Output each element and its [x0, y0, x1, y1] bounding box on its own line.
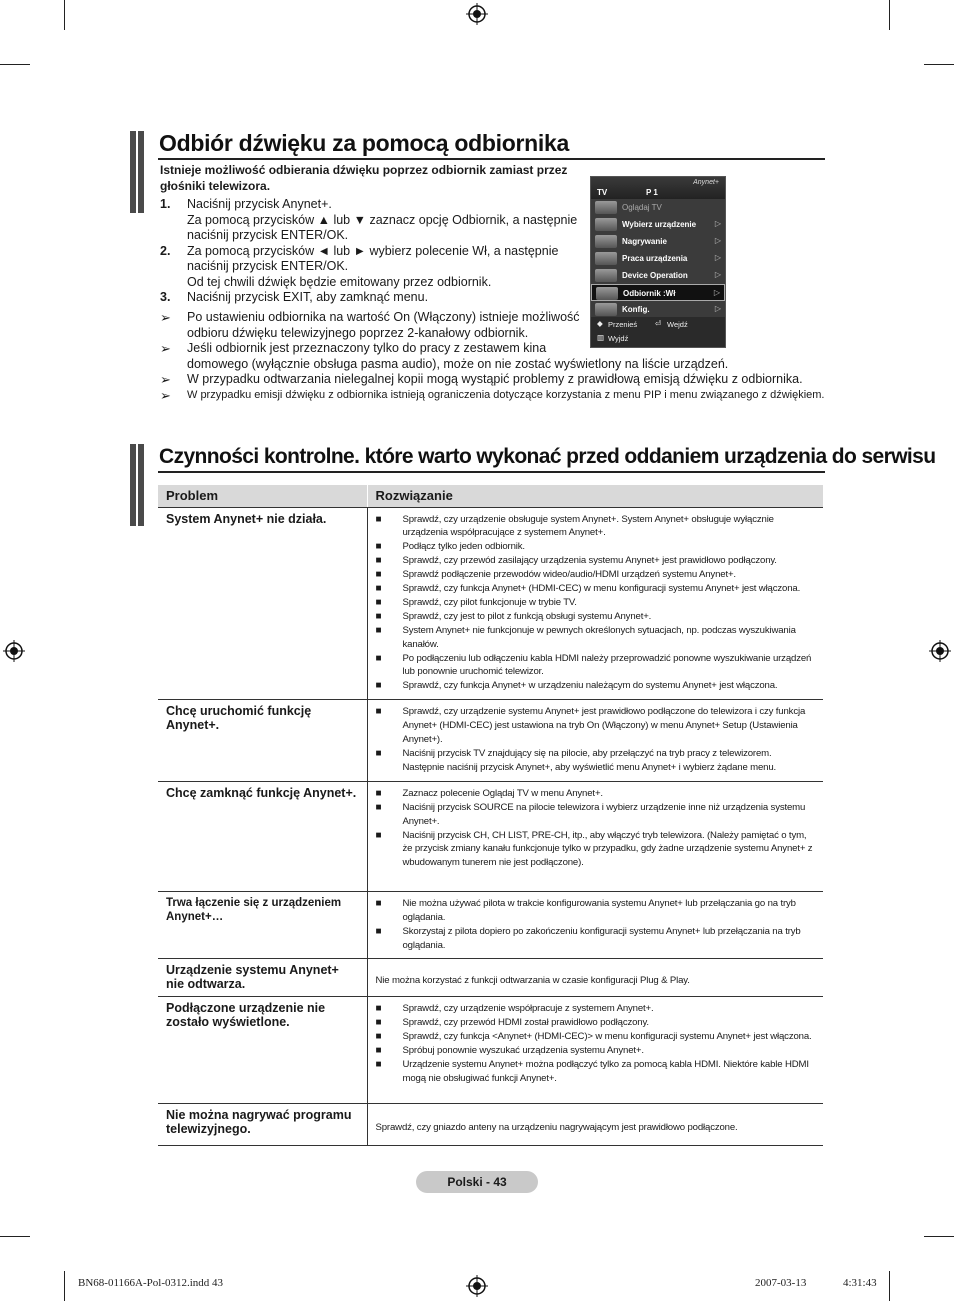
solution-text: Po podłączeniu lub odłączeniu kabla HDMI należy przeprowadzić ponowne wyszukiwanie urządzeń lub ponownie uruchomić telewizor. — [402, 652, 812, 678]
solution-bullet — [376, 652, 816, 680]
square-bullet-icon: ■ — [375, 652, 382, 664]
note-line: Po ustawieniu odbiornika na wartość On (Włączony) istnieje możliwość — [187, 310, 580, 324]
problem-cell: Urządzenie systemu Anynet+ nie odtwarza. — [158, 959, 367, 997]
crop-mark — [0, 1236, 30, 1237]
osd-item-label: Konfig. — [622, 305, 650, 314]
osd-item[interactable] — [591, 216, 725, 233]
solution-text: Sprawdź, czy urządzenie systemu Anynet+ jest prawidłowo podłączone do telewizora i czy funkcja Anynet+ (HDMI-CEC) jest ustawiona na tryb On (Włączony) w menu Anynet+ Setup (Ustawienia Anynet+). — [402, 706, 806, 746]
solution-text: Sprawdź, czy gniazdo anteny na urządzeniu nagrywającym jest prawidłowo podłączone. — [375, 1121, 738, 1133]
solution-cell — [367, 997, 823, 1104]
anynet-logo: Anynet+ — [693, 179, 719, 186]
solution-cell — [367, 959, 823, 997]
step-line: Naciśnij przycisk Anynet+. — [187, 197, 332, 211]
solution-text: Sprawdź, czy pilot funkcjonuje w trybie TV. — [402, 596, 577, 608]
chevron-right-icon: ▷ — [714, 236, 721, 245]
solution-text: System Anynet+ nie funkcjonuje w pewnych określonych sytuacjach, np. podczas wyszukiwania kanałów. — [402, 624, 796, 650]
solution-cell — [367, 891, 823, 959]
registration-mark-icon — [929, 640, 951, 662]
file-slug: BN68-01166A-Pol-0312.indd 43 — [78, 1277, 224, 1289]
exit-icon: ▥ — [597, 333, 605, 342]
table-row — [158, 700, 823, 782]
table-row — [158, 781, 823, 891]
osd-enter-label: Wejdź — [667, 320, 688, 329]
print-date: 2007-03-13 — [755, 1277, 807, 1289]
square-bullet-icon: ■ — [375, 555, 382, 567]
osd-header — [591, 177, 725, 199]
solution-bullet — [376, 554, 816, 568]
solution-text: Sprawdź, czy funkcja <Anynet+ (HDMI-CEC)> w menu konfiguracji systemu Anynet+ jest włączona. — [402, 1031, 812, 1043]
section-title: Odbiór dźwięku za pomocą odbiornika — [159, 130, 569, 156]
solution-bullet — [376, 582, 816, 596]
crop-mark — [924, 64, 954, 65]
square-bullet-icon: ■ — [375, 706, 382, 718]
solution-text: Skorzystaj z pilota dopiero po zakończeniu konfiguracji systemu Anynet+ lub przełączania na tryb oglądania. — [402, 925, 801, 951]
solution-bullet — [376, 1016, 816, 1030]
enter-icon: ⏎ — [655, 319, 662, 328]
table-row — [158, 507, 823, 700]
square-bullet-icon: ■ — [375, 1017, 382, 1029]
section-marker-bar — [130, 444, 144, 526]
chevron-right-icon: ▷ — [714, 253, 721, 262]
problem-cell: System Anynet+ nie działa. — [158, 507, 367, 700]
menu-item-icon — [596, 287, 618, 300]
solution-cell — [367, 1104, 823, 1146]
solution-text: Podłącz tylko jeden odbiornik. — [402, 541, 525, 553]
solution-text: Urządzenie systemu Anynet+ można podłączyć tylko za pomocą kabla HDMI. Niektóre kable HDMI mogą nie obsługiwać funkcji Anynet+. — [402, 1059, 809, 1084]
chevron-right-icon: ▷ — [713, 288, 720, 297]
step-number: 3. — [160, 290, 171, 304]
problem-cell: Trwa łączenie się z urządzeniem Anynet+… — [158, 891, 367, 959]
osd-item[interactable] — [591, 301, 725, 318]
solution-text: Sprawdź, czy funkcja Anynet+ w urządzeniu należącym do systemu Anynet+ jest włączona. — [402, 680, 778, 692]
problem-cell: Chcę zamknąć funkcję Anynet+. — [158, 781, 367, 891]
troubleshooting-table — [158, 485, 823, 1146]
solution-bullet — [376, 787, 816, 801]
page-number-label: Polski - 43 — [416, 1171, 538, 1193]
menu-item-icon — [595, 269, 617, 282]
square-bullet-icon: ■ — [375, 541, 382, 553]
chevron-right-icon: ▷ — [714, 304, 721, 313]
solution-cell — [367, 507, 823, 700]
osd-item-label: Praca urządzenia — [622, 254, 688, 263]
step-line: Od tej chwili dźwięk będzie emitowany przez odbiornik. — [187, 274, 492, 289]
solution-bullet — [376, 513, 816, 541]
solution-text: Sprawdź, czy jest to pilot z funkcją obsługi systemu Anynet+. — [402, 610, 652, 622]
move-icon: ◆ — [597, 319, 603, 328]
solution-bullet — [376, 747, 816, 775]
solution-text: Sprawdź, czy przewód HDMI został prawidłowo podłączony. — [402, 1017, 649, 1029]
menu-item-icon — [595, 252, 617, 265]
solution-text: Naciśnij przycisk TV znajdujący się na pilocie, aby przełączyć na tryb pracy z telewizorem. Następnie naciśnij przycisk Anynet+, aby wyświetlić menu Anynet+ i wybierz żądane menu. — [402, 748, 777, 773]
osd-item[interactable] — [591, 250, 725, 267]
note-item — [160, 310, 830, 341]
step-line: naciśnij przycisk ENTER/OK. — [187, 259, 349, 273]
square-bullet-icon: ■ — [375, 583, 382, 595]
square-bullet-icon: ■ — [375, 801, 382, 813]
step-line: Za pomocą przycisków ▲ lub ▼ zaznacz opcję Odbiornik, a następnie — [187, 212, 578, 227]
solution-bullet — [376, 1002, 816, 1016]
osd-footer — [591, 317, 725, 347]
solution-cell — [367, 781, 823, 891]
osd-item-label: Oglądaj TV — [622, 203, 662, 212]
solution-cell — [367, 700, 823, 782]
table-row — [158, 997, 823, 1104]
problem-cell: Podłączone urządzenie nie zostało wyświetlone. — [158, 997, 367, 1104]
note-line: W przypadku emisji dźwięku z odbiornika istnieją ograniczenia dotyczące korzystania z menu PIP i menu związanego z dźwiękiem. — [187, 388, 825, 401]
solution-bullet — [376, 925, 816, 953]
crop-mark — [64, 0, 65, 30]
section-title: Czynności kontrolne. które warto wykonać przed oddaniem urządzenia do serwisu — [159, 445, 936, 468]
print-time: 4:31:43 — [843, 1277, 877, 1289]
note-line: domowego (wyłącznie obsługa pasma audio), może on nie zostać wyświetlony na liście urządzeń. — [187, 356, 729, 371]
solution-bullet — [376, 1058, 816, 1086]
section-title-rule — [158, 471, 825, 473]
menu-item-icon — [595, 303, 617, 316]
problem-cell: Chcę uruchomić funkcję Anynet+. — [158, 700, 367, 782]
solution-text: Naciśnij przycisk CH, CH LIST, PRE-CH, itp., aby włączyć tryb telewizora. (Należy pamiętać o tym, że przycisk zmiany kanału funkcjonuje tylko w przypadku, gdy żadne urządzenie systemu Anynet+ z wbudowanym tunerem nie jest podłączone). — [402, 829, 813, 869]
osd-item-label: Nagrywanie — [622, 237, 667, 246]
square-bullet-icon: ■ — [375, 1003, 382, 1015]
osd-item[interactable] — [591, 284, 725, 301]
square-bullet-icon: ■ — [375, 569, 382, 581]
osd-item-label: Wybierz urządzenie — [622, 220, 697, 229]
registration-mark-icon — [466, 3, 488, 25]
solution-bullet — [376, 897, 816, 925]
problem-cell: Nie można nagrywać programu telewizyjnego. — [158, 1104, 367, 1146]
square-bullet-icon: ■ — [375, 680, 382, 692]
note-line: Jeśli odbiornik jest przeznaczony tylko do pracy z zestawem kina — [187, 341, 547, 355]
column-header-solution: Rozwiązanie — [367, 485, 823, 507]
square-bullet-icon: ■ — [375, 829, 382, 841]
osd-item-label: Odbiornik :Wł — [623, 289, 676, 298]
square-bullet-icon: ■ — [375, 748, 382, 759]
solution-text: Nie można korzystać z funkcji odtwarzania w czasie konfiguracji Plug & Play. — [375, 974, 690, 986]
table-row — [158, 891, 823, 959]
table-row — [158, 1104, 823, 1146]
step-line: Naciśnij przycisk EXIT, aby zamknąć menu. — [187, 290, 429, 304]
note-item — [160, 388, 830, 404]
step-number: 2. — [160, 243, 171, 258]
osd-move-label: Przenieś — [608, 320, 638, 329]
crop-mark — [889, 1271, 890, 1301]
crop-mark — [924, 1236, 954, 1237]
arrow-bullet-icon: ➢ — [160, 387, 171, 403]
arrow-bullet-icon: ➢ — [160, 310, 171, 325]
note-item — [160, 341, 830, 372]
notes-list — [160, 310, 830, 403]
step-item — [160, 197, 580, 244]
step-item — [160, 244, 580, 291]
registration-mark-icon — [466, 1275, 488, 1297]
solution-bullet — [376, 610, 816, 624]
step-line: naciśnij przycisk ENTER/OK. — [187, 228, 349, 242]
solution-bullet — [376, 624, 816, 652]
arrow-bullet-icon: ➢ — [160, 341, 171, 356]
column-header-problem: Problem — [158, 485, 367, 507]
square-bullet-icon: ■ — [375, 897, 382, 909]
solution-bullet — [376, 1044, 816, 1058]
osd-tv-label: TV — [597, 188, 608, 197]
step-number: 1. — [160, 197, 171, 211]
solution-text: Sprawdź, czy urządzenie współpracuje z systemem Anynet+. — [402, 1003, 654, 1015]
solution-bullet — [376, 568, 816, 582]
solution-bullet — [376, 679, 816, 693]
crop-mark — [0, 64, 30, 65]
osd-channel: P 1 — [646, 188, 658, 197]
osd-item-list — [591, 199, 725, 318]
note-line: odbioru dźwięku telewizyjnego poprzez 2-kanałowy odbiornik. — [187, 325, 529, 340]
square-bullet-icon: ■ — [375, 925, 382, 937]
osd-item[interactable] — [591, 267, 725, 284]
square-bullet-icon: ■ — [375, 624, 382, 636]
menu-item-icon — [595, 235, 617, 248]
solution-bullet — [376, 540, 816, 554]
solution-bullet — [376, 829, 816, 871]
solution-text: Sprawdź podłączenie przewodów wideo/audio/HDMI urządzeń systemu Anynet+. — [402, 569, 736, 581]
chevron-right-icon: ▷ — [714, 270, 721, 279]
solution-text: Nie można używać pilota w trakcie konfigurowania systemu Anynet+ lub przełączania go na tryb oglądania. — [402, 897, 796, 923]
crop-mark — [64, 1271, 65, 1301]
square-bullet-icon: ■ — [375, 787, 382, 799]
note-item — [160, 372, 830, 388]
solution-text: Sprawdź, czy urządzenie obsługuje system Anynet+. System Anynet+ obsługuje wyłącznie urządzenia współpracujące z systemem Anynet+. — [402, 513, 774, 539]
section-title-rule — [158, 158, 825, 160]
section-marker-bar — [130, 131, 144, 213]
menu-item-icon — [595, 218, 617, 231]
menu-item-icon — [595, 201, 617, 214]
osd-item[interactable] — [591, 233, 725, 250]
solution-bullet — [376, 596, 816, 610]
square-bullet-icon: ■ — [375, 513, 382, 525]
note-line: W przypadku odtwarzania nielegalnej kopii mogą wystąpić problemy z prawidłową emisją dźwięku z odbiornika. — [187, 372, 803, 386]
square-bullet-icon: ■ — [375, 610, 382, 622]
solution-text: Sprawdź, czy funkcja Anynet+ (HDMI-CEC) w menu konfiguracji systemu Anynet+ jest włączona. — [402, 583, 801, 595]
solution-bullet — [376, 705, 816, 747]
table-row — [158, 959, 823, 997]
chevron-right-icon: ▷ — [714, 219, 721, 228]
arrow-bullet-icon: ➢ — [160, 372, 171, 387]
step-line: Za pomocą przycisków ◄ lub ► wybierz polecenie Wł, a następnie — [187, 243, 559, 258]
osd-exit-label: Wyjdź — [608, 334, 629, 343]
square-bullet-icon: ■ — [375, 596, 382, 608]
step-item — [160, 290, 580, 306]
solution-text: Zaznacz polecenie Oglądaj TV w menu Anynet+. — [402, 787, 603, 799]
square-bullet-icon: ■ — [375, 1031, 382, 1043]
solution-text: Spróbuj ponownie wyszukać urządzenia systemu Anynet+. — [402, 1045, 644, 1057]
osd-item-label: Device Operation — [622, 271, 688, 280]
table-header-row — [158, 485, 823, 507]
solution-text: Naciśnij przycisk SOURCE na pilocie telewizora i wybierz urządzenie inne niż urządzenia systemu Anynet+. — [402, 801, 806, 827]
crop-mark — [889, 0, 890, 30]
osd-item[interactable] — [591, 199, 725, 216]
solution-text: Sprawdź, czy przewód zasilający urządzenia systemu Anynet+ jest prawidłowo podłączony. — [402, 555, 777, 567]
square-bullet-icon: ■ — [375, 1059, 382, 1071]
solution-bullet — [376, 801, 816, 829]
tv-osd-menu — [590, 176, 726, 348]
registration-mark-icon — [3, 640, 25, 662]
solution-bullet — [376, 1030, 816, 1044]
steps-list — [160, 197, 580, 306]
square-bullet-icon: ■ — [375, 1045, 382, 1057]
intro-text: Istnieje możliwość odbierania dźwięku poprzez odbiornik zamiast przez głośniki telewizora. — [160, 163, 568, 193]
